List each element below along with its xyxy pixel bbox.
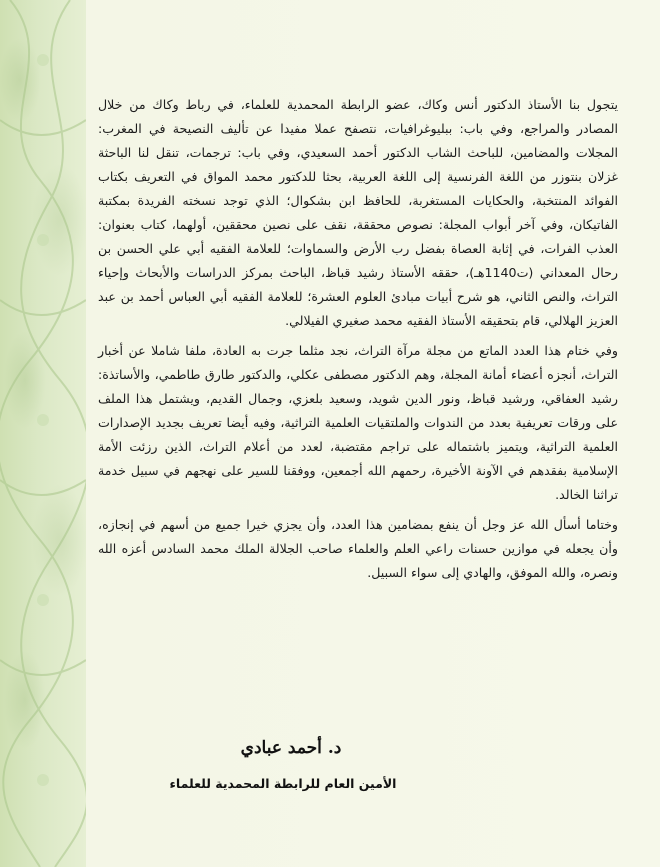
signature-title: الأمين العام للرابطة المحمدية للعلماء [169,776,397,791]
arabesque-ornament-icon [0,0,86,867]
paragraph-3: وختاما أسأل الله عز وجل أن ينفع بمضامين هذا العدد، وأن يجزي خيرا جميع من أسهم في إنجازه، وأن يجعله في موازين حسنات راعي العلم والعلماء صاحب الجلالة الملك محمد السادس أعزه الله ونصره، والله الموفق، والهادي إلى سواء السبيل. [98,517,618,580]
paragraph-2: وفي ختام هذا العدد الماتع من مجلة مرآة التراث، نجد مثلما جرت به العادة، ملفا شاملا عن أخبار التراث، أنجزه أعضاء أمانة المجلة، وهم الدكتور مصطفى عكلي، والدكتور طارق طاطمي، والأساتذة: رشيد العفاقي، ورشيد قباظ، ونور الدين شويد، وسعيد بلعزي، وجمال القديم، ويشتمل هذا الملف على ورقات تعريفية بعدد من الندوات والملتقيات العلمية التراثية، وفيه أيضا تعريف بجديد الإصدارات العلمية التراثية، ويتميز باشتماله على تراجم مقتضبة، لعدد من أعلام التراث، الذين رزئت الأمة الإسلامية بفقدهم في الآونة الأخيرة، رحمهم الله أجمعين، ووفقنا للسير على نهجهم في سبيل خدمة تراثنا الخالد. [98,343,618,502]
article-body [98,93,618,585]
paragraph-1: يتجول بنا الأستاذ الدكتور أنس وكاك، عضو الرابطة المحمدية للعلماء، في رباط وكاك من خلال المصادر والمراجع، وفي باب: ببليوغرافيات، نتصفح عملا مفيدا عن تأليف النصيحة في المغرب: المجلات والمضامين، للباحث الشاب الدكتور أحمد السعيدي، وفي باب: ترجمات، تنقل لنا الباحثة غزلان بنتوزر من اللغة الفرنسية إلى اللغة العربية، بحثا للدكتور محمد المواق في التعريف بكتاب الفوائد المنتخبة، والحكايات المستغربة، للحافظ ابن بشكوال؛ الذي توجد نسخته الفريدة بمكتبة الفاتيكان، وفي آخر أبواب المجلة: نصوص محققة، نقف على نصين محققين، أولهما، كتاب بعنوان: العذب الفرات، في إثابة العصاة بفضل رب الأرض والسماوات؛ للعلامة الفقيه أبي علي الحسن بن رحال المعداني (ت1140هـ)، حققه الأستاذ رشيد قباظ، الباحث بمركز الدراسات والأبحاث وإحياء التراث، والنص الثاني، هو شرح أبيات مبادئ العلوم العشرة؛ للعلامة الفقيه أبي العباس أحمد بن عبد العزيز الهلالي، قام بتحقيقه الأستاذ الفقيه محمد صغيري الفيلالي. [98,97,618,328]
decorative-border [0,0,86,867]
signature-name: د. أحمد عبادي [240,738,342,758]
